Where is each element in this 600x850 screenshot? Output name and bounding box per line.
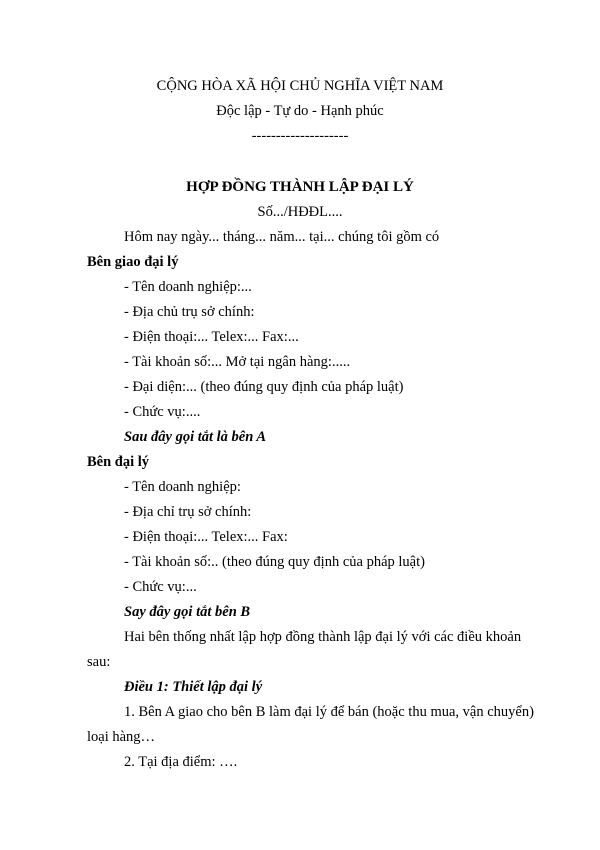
party-a-field: - Tài khoản số:... Mở tại ngân hàng:..... xyxy=(124,354,351,370)
party-b-field: - Chức vụ:... xyxy=(124,579,197,595)
party-b-field: - Điện thoại:... Telex:... Fax: xyxy=(124,529,288,545)
party-b-field: - Tài khoản số:.. (theo đúng quy định của pháp luật) xyxy=(124,554,425,570)
contract-number: Số.../HĐĐL.... xyxy=(257,204,343,220)
article-1-heading: Điều 1: Thiết lập đại lý xyxy=(124,679,263,695)
party-b-alias: Say đây gọi tắt bên B xyxy=(124,604,251,620)
party-a-field: - Địa chủ trụ sở chính: xyxy=(124,304,255,320)
intro-paragraph: Hôm nay ngày... tháng... năm... tại... chúng tôi gồm có xyxy=(124,229,440,245)
national-motto: Độc lập - Tự do - Hạnh phúc xyxy=(216,103,384,119)
article-1-item-1: 1. Bên A giao cho bên B làm đại lý để bán (hoặc thu mua, vận chuyển) xyxy=(124,704,534,720)
party-a-alias: Sau đây gọi tắt là bên A xyxy=(124,429,267,445)
article-1-item-1-continued: loại hàng… xyxy=(87,729,156,745)
party-a-field: - Tên doanh nghiệp:... xyxy=(124,279,252,295)
party-a-field: - Chức vụ:.... xyxy=(124,404,201,420)
country-header: CỘNG HÒA XÃ HỘI CHỦ NGHĨA VIỆT NAM xyxy=(156,78,444,94)
article-1-item-2: 2. Tại địa điểm: …. xyxy=(124,754,238,770)
header-separator: -------------------- xyxy=(251,128,349,144)
party-b-heading: Bên đại lý xyxy=(87,454,150,470)
agreement-text-continued: sau: xyxy=(87,654,111,670)
party-a-field: - Đại diện:... (theo đúng quy định của pháp luật) xyxy=(124,379,404,395)
agreement-text: Hai bên thống nhất lập hợp đồng thành lập đại lý với các điều khoản xyxy=(124,629,522,645)
document-title: HỢP ĐỒNG THÀNH LẬP ĐẠI LÝ xyxy=(186,179,414,195)
party-b-field: - Địa chỉ trụ sở chính: xyxy=(124,504,252,520)
party-a-field: - Điện thoại:... Telex:... Fax:... xyxy=(124,329,299,345)
party-a-heading: Bên giao đại lý xyxy=(87,254,179,270)
party-b-field: - Tên doanh nghiệp: xyxy=(124,479,241,495)
